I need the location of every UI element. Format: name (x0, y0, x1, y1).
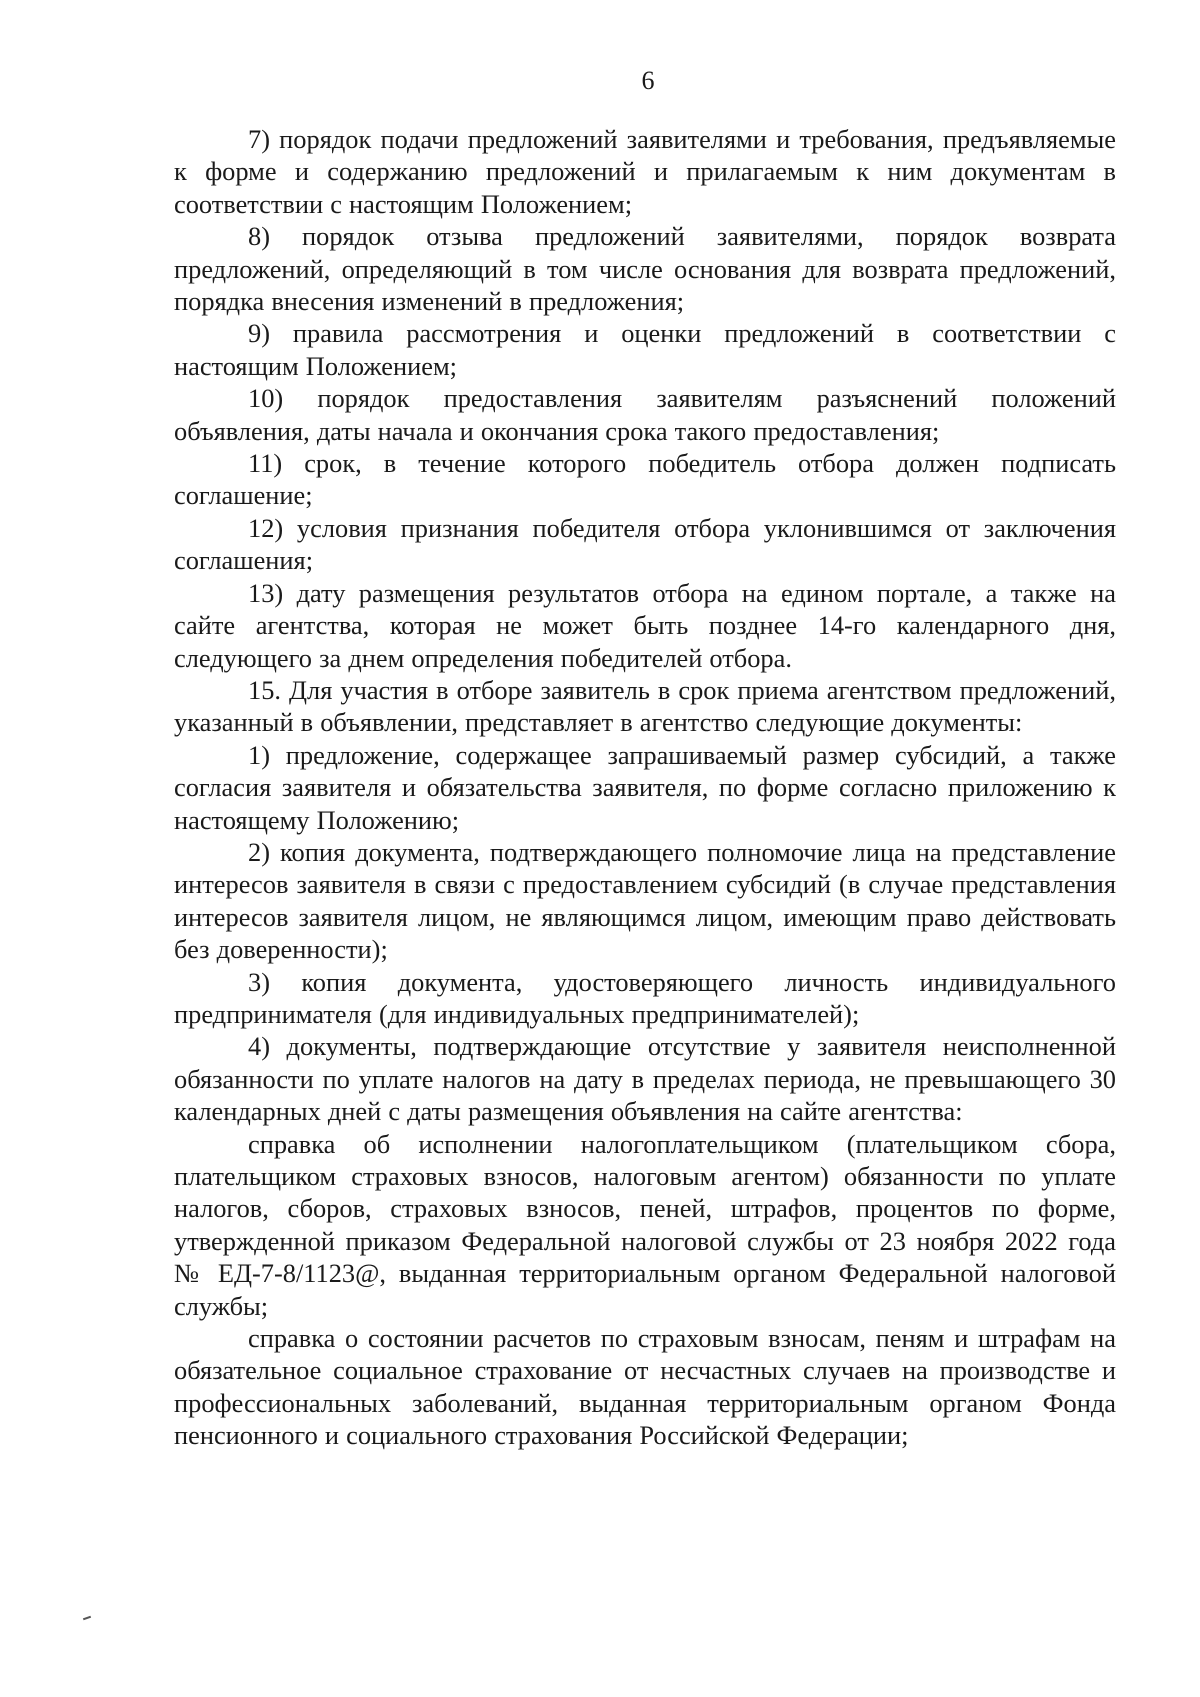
paragraph-section-15: 15. Для участия в отборе заявитель в срок приема агентством предложений, указанный в объявлении, представляет в агентство следующие документы: (174, 674, 1116, 738)
paragraph-tax-certificate: справка об исполнении налогоплательщиком (плательщиком сбора, плательщиком страховых взносов, налоговым агентом) обязанности по уплате налогов, сборов, страховых взносов, пеней, штрафов, процентов по форме, утвержденной приказом Федеральной налоговой службы от 23 ноября 2022 года № ЕД-7-8/1123@, выданная территориальным органом Федеральной налоговой службы; (174, 1128, 1116, 1321)
paragraph-doc-4: 4) документы, подтверждающие отсутствие у заявителя неисполненной обязанности по уплате налогов на дату в пределах периода, не превышающего 30 календарных дней с даты размещения объявления на сайте агентства: (174, 1031, 1116, 1127)
document-body (174, 123, 1116, 1452)
paragraph-item-13: 13) дату размещения результатов отбора на едином портале, а также на сайте агентства, которая не может быть позднее 14-го календарного дня, следующего за днем определения победителей отбора. (174, 577, 1116, 673)
paragraph-doc-3: 3) копия документа, удостоверяющего личность индивидуального предпринимателя (для индивидуальных предпринимателей); (174, 966, 1116, 1029)
paragraph-item-12: 12) условия признания победителя отбора уклонившимся от заключения соглашения; (174, 512, 1116, 576)
paragraph-insurance-certificate: справка о состоянии расчетов по страховым взносам, пеням и штрафам на обязательное социальное страхование от несчастных случаев на производстве и профессиональных заболеваний, выданная территориальным органом Фонда пенсионного и социального страхования Российской Федерации; (174, 1323, 1116, 1451)
paragraph-item-8: 8) порядок отзыва предложений заявителями, порядок возврата предложений, определяющий в том числе основания для возврата предложений, порядка внесения изменений в предложения; (174, 221, 1116, 317)
paragraph-item-7: 7) порядок подачи предложений заявителями и требования, предъявляемые к форме и содержанию предложений и прилагаемым к ним документам в соответствии с настоящим Положением; (174, 124, 1116, 219)
paragraph-item-10: 10) порядок предоставления заявителям разъяснений положений объявления, даты начала и окончания срока такого предоставления; (174, 383, 1116, 446)
paragraph-doc-1: 1) предложение, содержащее запрашиваемый размер субсидий, а также согласия заявителя и обязательства заявителя, по форме согласно приложению к настоящему Положению; (174, 739, 1116, 835)
paragraph-doc-2: 2) копия документа, подтверждающего полномочие лица на представление интересов заявителя в связи с предоставлением субсидий (в случае представления интересов заявителя лицом, не являющимся лицом, имеющим право действовать без доверенности); (174, 836, 1116, 965)
scan-speck-mark (83, 1616, 91, 1621)
page-number: 6 (641, 66, 655, 95)
paragraph-item-11: 11) срок, в течение которого победитель отбора должен подписать соглашение; (174, 448, 1116, 511)
paragraph-item-9: 9) правила рассмотрения и оценки предложений в соответствии с настоящим Положением; (174, 318, 1116, 381)
